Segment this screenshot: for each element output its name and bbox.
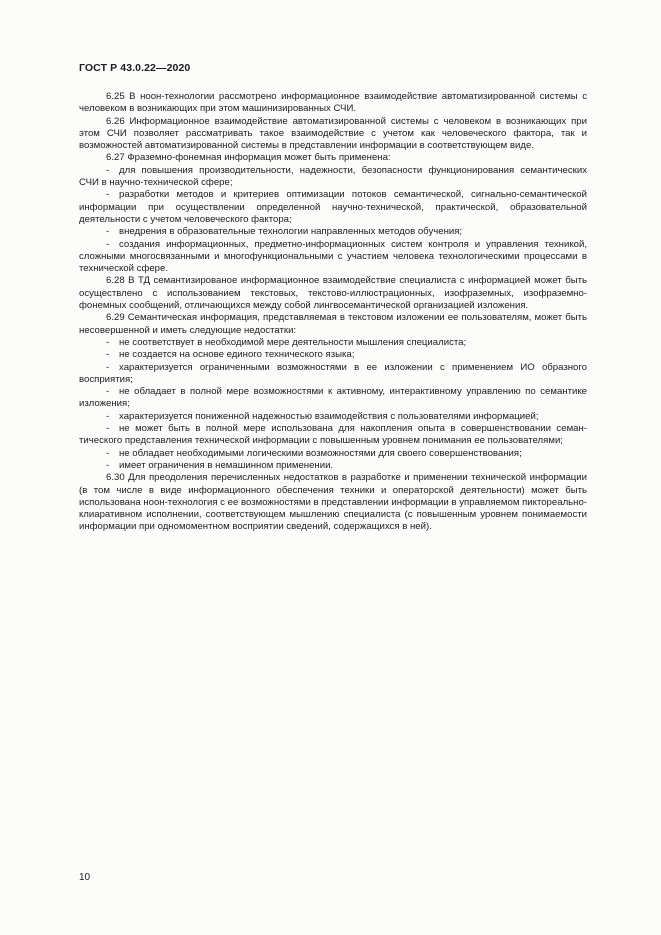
list-dash: - xyxy=(106,447,110,459)
document-body xyxy=(79,91,587,534)
list-item-text: не обладает необходимыми логическими возможностями для своего совершенствования; xyxy=(119,447,522,459)
list-item-text: имеет ограничения в немашинном применении. xyxy=(119,459,334,471)
list-dash: - xyxy=(106,423,110,435)
list-dash: - xyxy=(106,361,110,373)
paragraph: 6.27 Фраземно-фонемная информация может быть применена: xyxy=(106,152,391,164)
paragraph: 6.26 Информационное взаимодействие автоматизированной системы с человеком в возникающих при этом СЧИ позволяет рассматривать такое взаимодействие с учетом как человеческого фактора, так и возможностей автоматизированной системы в представлении информации в соответствующем виде. xyxy=(79,115,587,152)
list-item-text: характеризуется пониженной надежностью взаимодействия с пользователями информацией; xyxy=(119,410,539,422)
list-item-text: не создается на основе единого технического языка; xyxy=(119,349,355,361)
paragraph: 6.29 Семантическая информация, представляемая в текстовом изложении ее пользователям, может быть несовершенной и иметь следующие недостатки: xyxy=(79,312,587,336)
list-dash: - xyxy=(106,410,110,422)
list-item xyxy=(79,349,587,361)
list-dash: - xyxy=(106,189,110,201)
list-dash: - xyxy=(106,226,110,238)
list-item xyxy=(79,386,587,411)
page-number: 10 xyxy=(79,872,91,883)
paragraph: 6.30 Для преодоления перечисленных недостатков в разработке и применении технической информации (в том числе в виде информационного обеспечения техники и операторской деятельности) может быть использована ноон-технология с ее возможностями в представлении информации в управляемом пиктореально-клиаративном исполнении, соответствующем мышлению специалиста (с повышенным уровнем понимаемости информации при одномоментном восприятии сведений, содержащихся в ней). xyxy=(79,472,587,533)
list-item xyxy=(79,448,587,460)
list-item-text: создания информационных, предметно-информационных систем контроля и управления техникой, сложными многосвязанными и многофункциональными с участием человека технологическими процессами в технической сфере. xyxy=(79,238,587,275)
list-item-text: для повышения производительности, надежности, безопасности функционирования семантических СЧИ в научно-технической сфере; xyxy=(79,164,587,189)
list-dash: - xyxy=(106,336,110,348)
list-item xyxy=(79,337,587,349)
list-item xyxy=(79,226,587,238)
list-item-text: разработки методов и критериев оптимизации потоков семантической, сигнально-семантической информации при осуществлении определенной научно-технической, практической, образовательной деятельности с учетом человеческого фактора; xyxy=(79,189,587,225)
list-dash: - xyxy=(106,238,110,250)
paragraph: 6.25 В ноон-технологии рассмотрено информационное взаимодействие автоматизированной системы с человеком в возникающих при этом машинизированных СЧИ. xyxy=(79,91,587,115)
list-item xyxy=(79,239,587,276)
list-item xyxy=(79,362,587,387)
list-item-text: не соответствует в необходимой мере деятельности мышления специалиста; xyxy=(119,336,467,348)
list-item xyxy=(79,423,587,448)
list-dash: - xyxy=(106,164,110,176)
list-item xyxy=(79,165,587,190)
list-dash: - xyxy=(106,459,110,471)
list-item-text: не обладает в полной мере возможностями к активному, интерактивному управлению по семантике изложения; xyxy=(79,386,587,410)
document-header: ГОСТ Р 43.0.22—2020 xyxy=(79,62,191,74)
list-dash: - xyxy=(106,386,110,398)
list-dash: - xyxy=(106,349,110,361)
list-item-text: внедрения в образовательные технологии направленных методов обучения; xyxy=(119,226,463,238)
paragraph: 6.28 В ТД семантизированое информационное взаимодействие специалиста с информацией может быть осуществлено с использованием текстовых, текстово-иллюстрационных, изофраземных, изофраземно-фонемных сообщений, отличающихся между собой лингвосемантической организацией изложения. xyxy=(79,275,587,312)
list-item xyxy=(79,460,587,472)
list-item xyxy=(79,411,587,423)
list-item-text: не может быть в полной мере использована для накопления опыта в совершенствовании семантического представления технической информации с повышенным уровнем понимания ее пользователями; xyxy=(79,423,587,447)
list-item xyxy=(79,189,587,226)
list-item-text: характеризуется ограниченными возможностями в ее изложении с применением ИО образного восприятия; xyxy=(79,361,587,385)
